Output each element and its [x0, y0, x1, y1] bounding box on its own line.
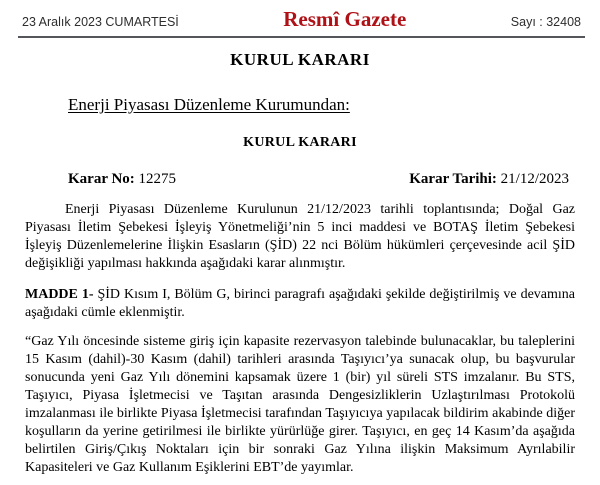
decision-subheading: KURUL KARARI [243, 135, 357, 150]
decision-date-value: 21/12/2023 [500, 171, 569, 187]
authority-line [68, 95, 600, 115]
masthead-date: 23 Aralık 2023 CUMARTESİ [22, 15, 179, 29]
article-1-label: MADDE 1- [25, 287, 94, 302]
authority-name: Enerji Piyasası Düzenleme Kurumundan: [68, 95, 350, 114]
decision-date [409, 171, 569, 188]
decision-date-label: Karar Tarihi: [409, 171, 497, 187]
gazette-title: Resmî Gazete [283, 7, 407, 31]
issue-number: Sayı : 32408 [510, 15, 581, 29]
decision-number [68, 171, 176, 188]
decision-number-value: 12275 [138, 171, 177, 187]
article-1-paragraph [25, 286, 575, 322]
decision-meta-row [68, 171, 569, 188]
article-1-text: ŞİD Kısım I, Bölüm G, birinci paragrafı aşağıdaki şekilde değiştirilmiş ve devamına aşağıdaki cümle eklenmiştir. [25, 287, 575, 320]
masthead [18, 0, 585, 38]
quoted-amendment-paragraph: “Gaz Yılı öncesinde sisteme giriş için kapasite rezervasyon talebinde bulunacaklar, bu taleplerini 15 Kasım (dahil)-30 Kasım (dahil) tarihleri arasında Taşıyıcı’ya sunacak olup, bu başvurular sonucunda yeni Gaz Yılı dönemini kapsamak üzere 1 (bir) yıl süreli STS imzalanır. Bu STS, Taşıyıcı, Piyasa İşletmecisi ve Taşıtan arasında Dengesizliklerin Uzlaştırılması Protokolü imzalanması ile birlikte Piyasa İşletmecisi tarafından Taşıyıcıya yapılacak bildirim akabinde diğer koşulların da yerine getirilmesi ile birlikte yürürlüğe girer. Taşıyıcı, en geç 14 Kasım’da aşağıda belirtilen Giriş/Çıkış Noktaları için bir sonraki Gaz Yılına ilişkin Maksimum Ayrılabilir Kapasiteleri ve Gaz Kullanım Eşiklerini EBT’de yayımlar. [25, 334, 575, 475]
decision-number-label: Karar No: [68, 171, 135, 187]
section-heading: KURUL KARARI [230, 50, 370, 69]
intro-paragraph: Enerji Piyasası Düzenleme Kurulunun 21/12/2023 tarihli toplantısında; Doğal Gaz Piyasası İletim Şebekesi İşleyiş Yönetmeliği’nin 5 inci maddesi ve BOTAŞ İletim Şebekesi İşleyiş Düzenlemelerine İlişkin Esasların (ŞİD) 22 nci Bölüm hükümleri çerçevesinde acil ŞİD değişikliği yapılması hakkında aşağıdaki karar alınmıştır. [25, 202, 575, 271]
